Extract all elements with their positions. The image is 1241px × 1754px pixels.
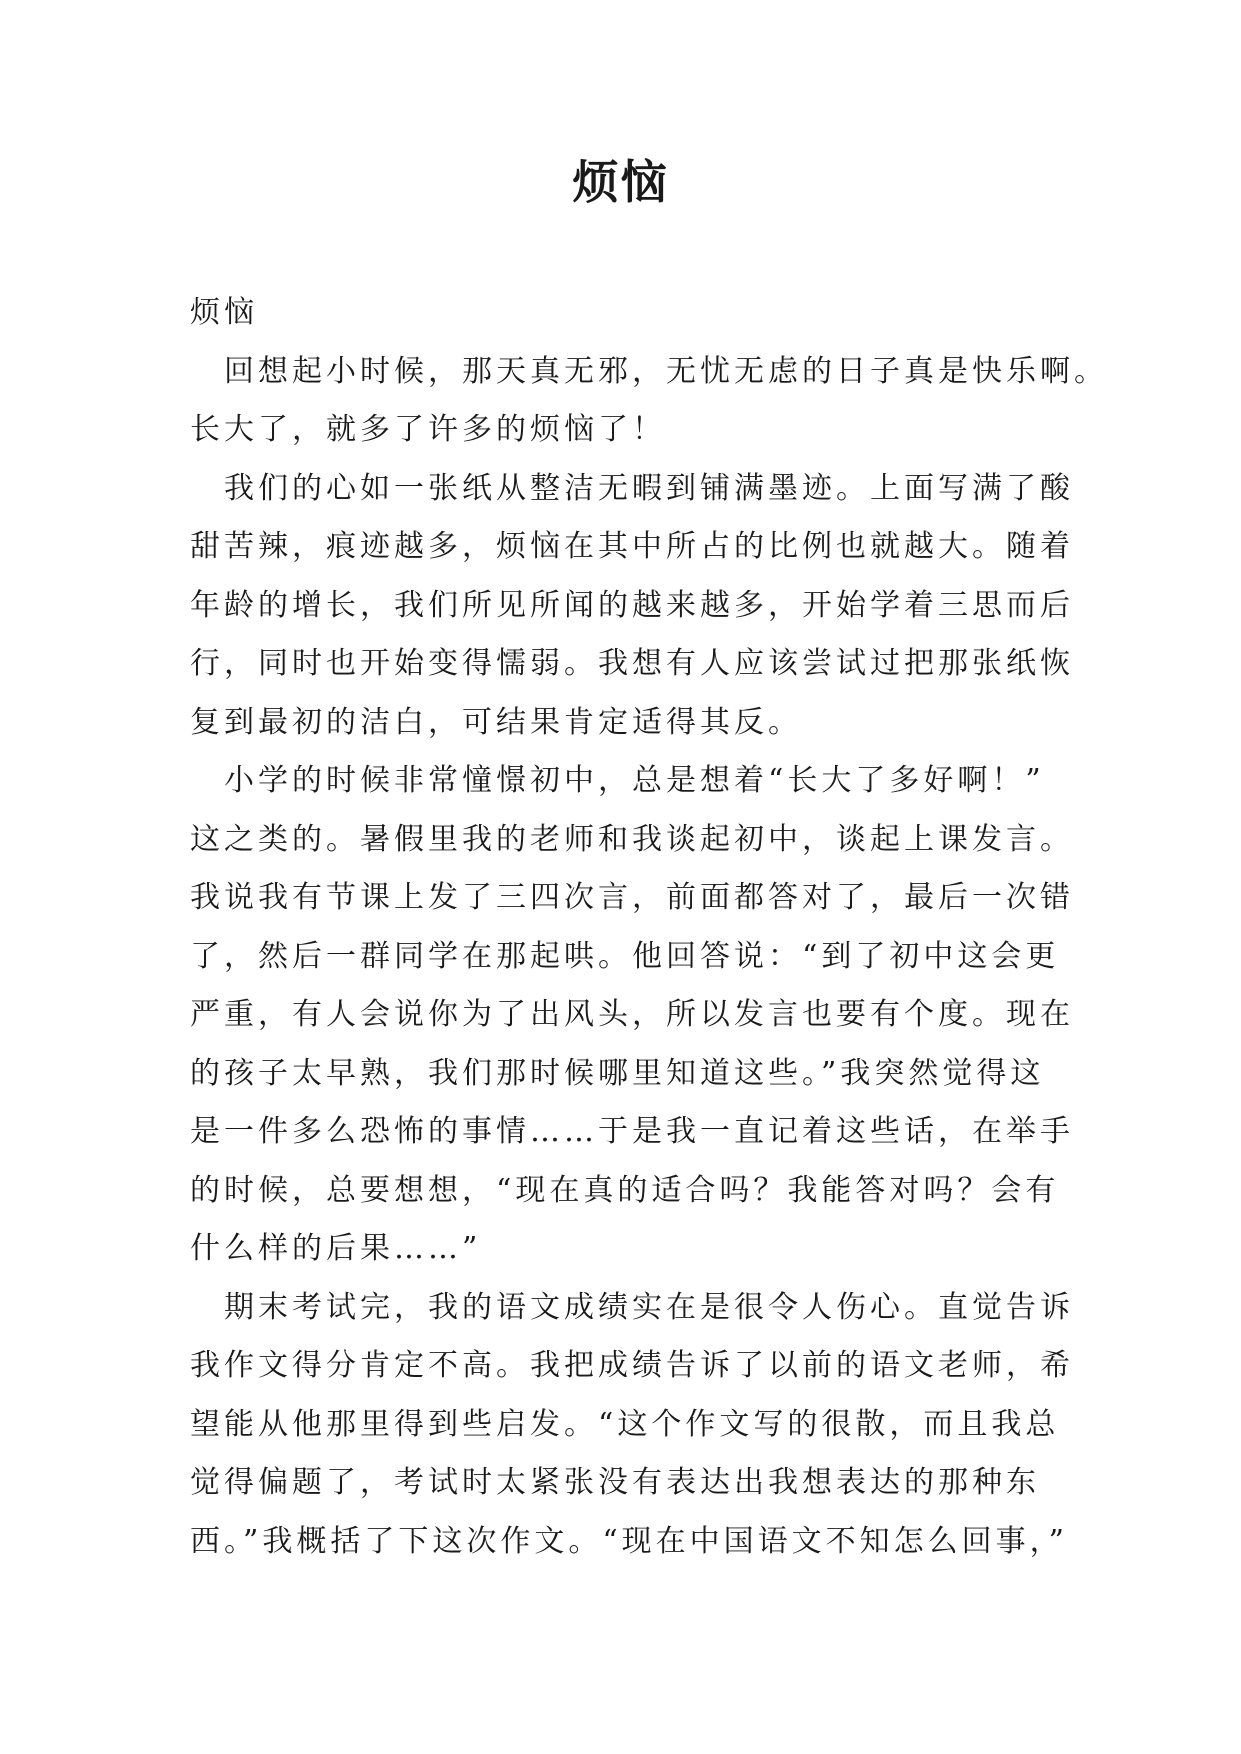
- text-line: 严重，有人会说你为了出风头，所以发言也要有个度。现在: [190, 997, 1074, 1032]
- text-line: 是一件多么恐怖的事情……于是我一直记着这些话，在举手: [190, 1114, 1074, 1149]
- text-line: 甜苦辣，痕迹越多，烦恼在其中所占的比例也就越大。随着: [190, 529, 1074, 564]
- text-line: 期末考试完，我的语文成绩实在是很令人伤心。直觉告诉: [224, 1289, 1074, 1325]
- text-line: 这之类的。暑假里我的老师和我谈起初中，谈起上课发言。: [190, 821, 1074, 857]
- text-line: 了，然后一群同学在那起哄。他回答说：“到了初中这会更: [190, 938, 1060, 974]
- document-title: 烦恼: [572, 155, 669, 209]
- text-line: 我作文得分肯定不高。我把成绩告诉了以前的语文老师，希: [190, 1348, 1074, 1383]
- text-line: 长大了，就多了许多的烦恼了！: [190, 412, 666, 447]
- text-line: 复到最初的洁白，可结果肯定适得其反。: [190, 704, 802, 740]
- text-line: 什么样的后果……”: [190, 1231, 482, 1266]
- text-line: 我们的心如一张纸从整洁无暇到铺满墨迹。上面写满了酸: [224, 470, 1074, 506]
- subtitle-line: 烦恼: [190, 295, 258, 330]
- text-line: 的时候，总要想想，“现在真的适合吗？我能答对吗？会有: [190, 1172, 1060, 1208]
- text-line: 觉得偏题了，考试时太紧张没有表达出我想表达的那种东: [190, 1465, 1040, 1500]
- document-body: [190, 284, 1108, 1571]
- text-line: 望能从他那里得到些启发。“这个作文写的很散，而且我总: [190, 1406, 1060, 1442]
- text-line: 我说我有节课上发了三四次言，前面都答对了，最后一次错: [190, 880, 1074, 915]
- text-line: 行，同时也开始变得懦弱。我想有人应该尝试过把那张纸恢: [190, 646, 1074, 681]
- text-line: 年龄的增长，我们所见所闻的越来越多，开始学着三思而后: [190, 587, 1074, 623]
- text-line: 西。”我概括了下这次作文。“现在中国语文不知怎么回事，”: [190, 1523, 1069, 1559]
- text-line: 的孩子太早熟，我们那时候哪里知道这些。”我突然觉得这: [190, 1055, 1045, 1091]
- text-line: 回想起小时候，那天真无邪，无忧无虑的日子真是快乐啊。: [224, 353, 1108, 389]
- text-line: 小学的时候非常憧憬初中，总是想着“长大了多好啊！”: [224, 763, 1045, 798]
